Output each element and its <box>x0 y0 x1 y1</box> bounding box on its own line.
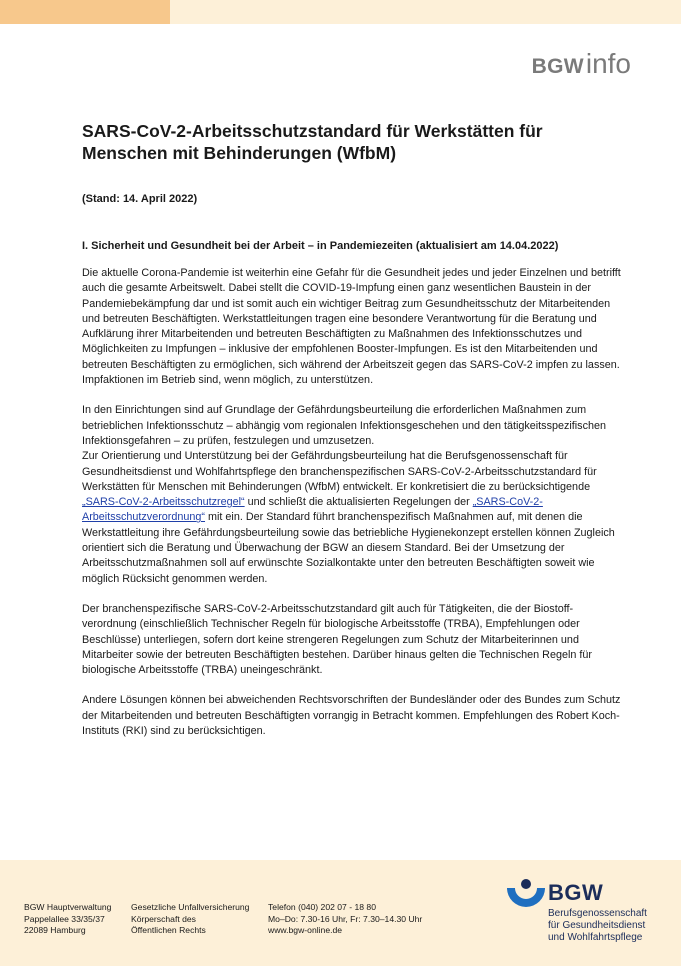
paragraph-3-part-b: und schließt die aktualisierten Regelungen der <box>244 496 473 509</box>
brand-bgw: BGW <box>531 55 584 78</box>
footer-legal-line: Körperschaft des <box>131 913 196 924</box>
paragraph-2: In den Einrichtungen sind auf Grundlage der Gefährdungsbeurteilung die erforderlichen Maßnahmen zum betrieblichen Infektionsschutz – abhängig vom regionalen Infektionsgeschehen und den tätigkeitsspezifischen Infektionsgefahren – zu prüfen, festzulegen und umzusetzen. <box>82 404 606 447</box>
logo-subtitle-line: für Gesundheitsdienst <box>548 920 646 931</box>
link-arbeitsschutzverordnung[interactable]: „SARS-CoV-2-Arbeitsschutzverordnung“ <box>82 496 543 524</box>
paragraph-5: Andere Lösungen können bei abweichenden Rechtsvorschriften der Bundesländer oder des Bundes zum Schutz der Mitarbeitenden und betreuten Beschäftigten vorrangig in Betracht kommen. Empfehlungen des Robert Koch-Instituts (RKI) sind zu berücksichtigen. <box>82 694 621 738</box>
document-title: SARS-CoV-2-Arbeitsschutzstandard für Werkstätten für Menschen mit Behinderungen (WfbM) <box>82 121 543 163</box>
paragraph-3-part-c: mit ein. Der Standard führt branchenspezifisch Maßnahmen auf, mit denen die Werkstattleitung ihre Gefährdungsbeurteilung sowie das betriebliche Hygienekonzept erstellen können Zugleich orientiert sich die Beratung und Überwachung der BGW an diesem Standard. Bei der Umsetzung der Arbeitsschutzmaßnahmen soll auf erwünschte Sozialkontakte unter den betreuten Beschäftigten soweit wie möglich Rücksicht genommen werden. <box>82 511 615 585</box>
top-bar <box>0 0 681 24</box>
logo-wordmark: BGW <box>548 880 604 905</box>
paragraph-4: Der branchenspezifische SARS-CoV-2-Arbeitsschutzstandard gilt auch für Tätigkeiten, die der Biostoff-verordnung (einschließlich Technischer Regeln für biologische Arbeitsstoffe (TRBA), Empfehlungen oder Beschlüsse) unterliegen, sofern dort keine strengeren Regelungen zum Schutz der Mitarbeiterinnen und Mitarbeiter sowie der betreuten Beschäftigten bestehen. Darüber hinaus gelten die Technischen Regeln für biologische Arbeitsstoffe (TRBA) uneingeschränkt. <box>82 602 592 677</box>
body-text <box>82 266 622 754</box>
footer-legal-line: Gesetzliche Unfallversicherung <box>131 902 250 912</box>
brand-info: info <box>585 48 631 79</box>
footer-address-line: Pappelallee 33/35/37 <box>24 913 105 924</box>
bgw-logo <box>506 878 666 958</box>
footer-website[interactable]: www.bgw-online.de <box>268 925 343 935</box>
footer-hours: Mo–Do: 7.30-16 Uhr, Fr: 7.30–14.30 Uhr <box>268 913 423 924</box>
top-bar-accent <box>0 0 170 24</box>
document-date: (Stand: 14. April 2022) <box>82 193 198 205</box>
footer-legal <box>131 902 249 937</box>
footer-address <box>24 902 111 937</box>
bgw-info-brand <box>532 48 631 80</box>
paragraph-1: Die aktuelle Corona-Pandemie ist weiterhin eine Gefahr für die Gesundheit jedes und jeder Einzelnen und betrifft auch die gesamte Arbeitswelt. Dabei stellt die COVID-19-Impfung einen ganz wesentlichen Baustein in der Pandemiebekämpfung dar und ist somit auch ein wichtiger Beitrag zum Gesundheitsschutz der Mitarbeitenden und betreuten Beschäftigten. Werkstattleitungen tragen eine besondere Verantwortung für die Beratung und Aufklärung ihrer Mitarbeitenden und betreuten Beschäftigten zu Maßnahmen des Infektionsschutzes und Möglichkeiten zu Impfungen – inklusive der empfohlenen Booster-Impfungen. Es ist den Mitarbeitenden und betreuten Beschäftigten zu ermöglichen, sich während der Arbeitszeit gegen das SARS-CoV-2 impfen zu lassen. Impfaktionen im Betrieb sind, wenn möglich, zu unterstützen. <box>82 267 621 387</box>
paragraph-3 <box>82 449 622 587</box>
footer-address-line: 22089 Hamburg <box>24 925 86 935</box>
footer-contact <box>268 902 422 937</box>
footer <box>0 860 681 966</box>
footer-phone: Telefon (040) 202 07 - 18 80 <box>268 902 376 912</box>
footer-legal-line: Öffentlichen Rechts <box>131 925 206 935</box>
logo-subtitle-line: Berufsgenossenschaft <box>548 908 647 919</box>
logo-subtitle <box>548 908 647 944</box>
link-arbeitsschutzregel[interactable]: „SARS-CoV-2-Arbeitsschutzregel“ <box>82 496 245 509</box>
section-heading: I. Sicherheit und Gesundheit bei der Arbeit – in Pandemiezeiten (aktualisiert am 14.04.2022) <box>82 240 559 252</box>
logo-subtitle-line: und Wohlfahrtspflege <box>548 932 643 943</box>
paragraph-3-part-a: Zur Orientierung und Unterstützung bei der Gefährdungsbeurteilung hat die Berufsgenossenschaft für Gesundheitsdienst und Wohlfahrtspflege den branchenspezifischen SARS-CoV-2-Arbeitsschutzstandard für Werkstätten für Menschen mit Behinderungen (WfbM) entwickelt. Er konkretisiert die zu berücksichtigende <box>82 450 597 493</box>
footer-address-line: BGW Hauptverwaltung <box>24 902 112 912</box>
bgw-logo-icon <box>506 878 546 912</box>
